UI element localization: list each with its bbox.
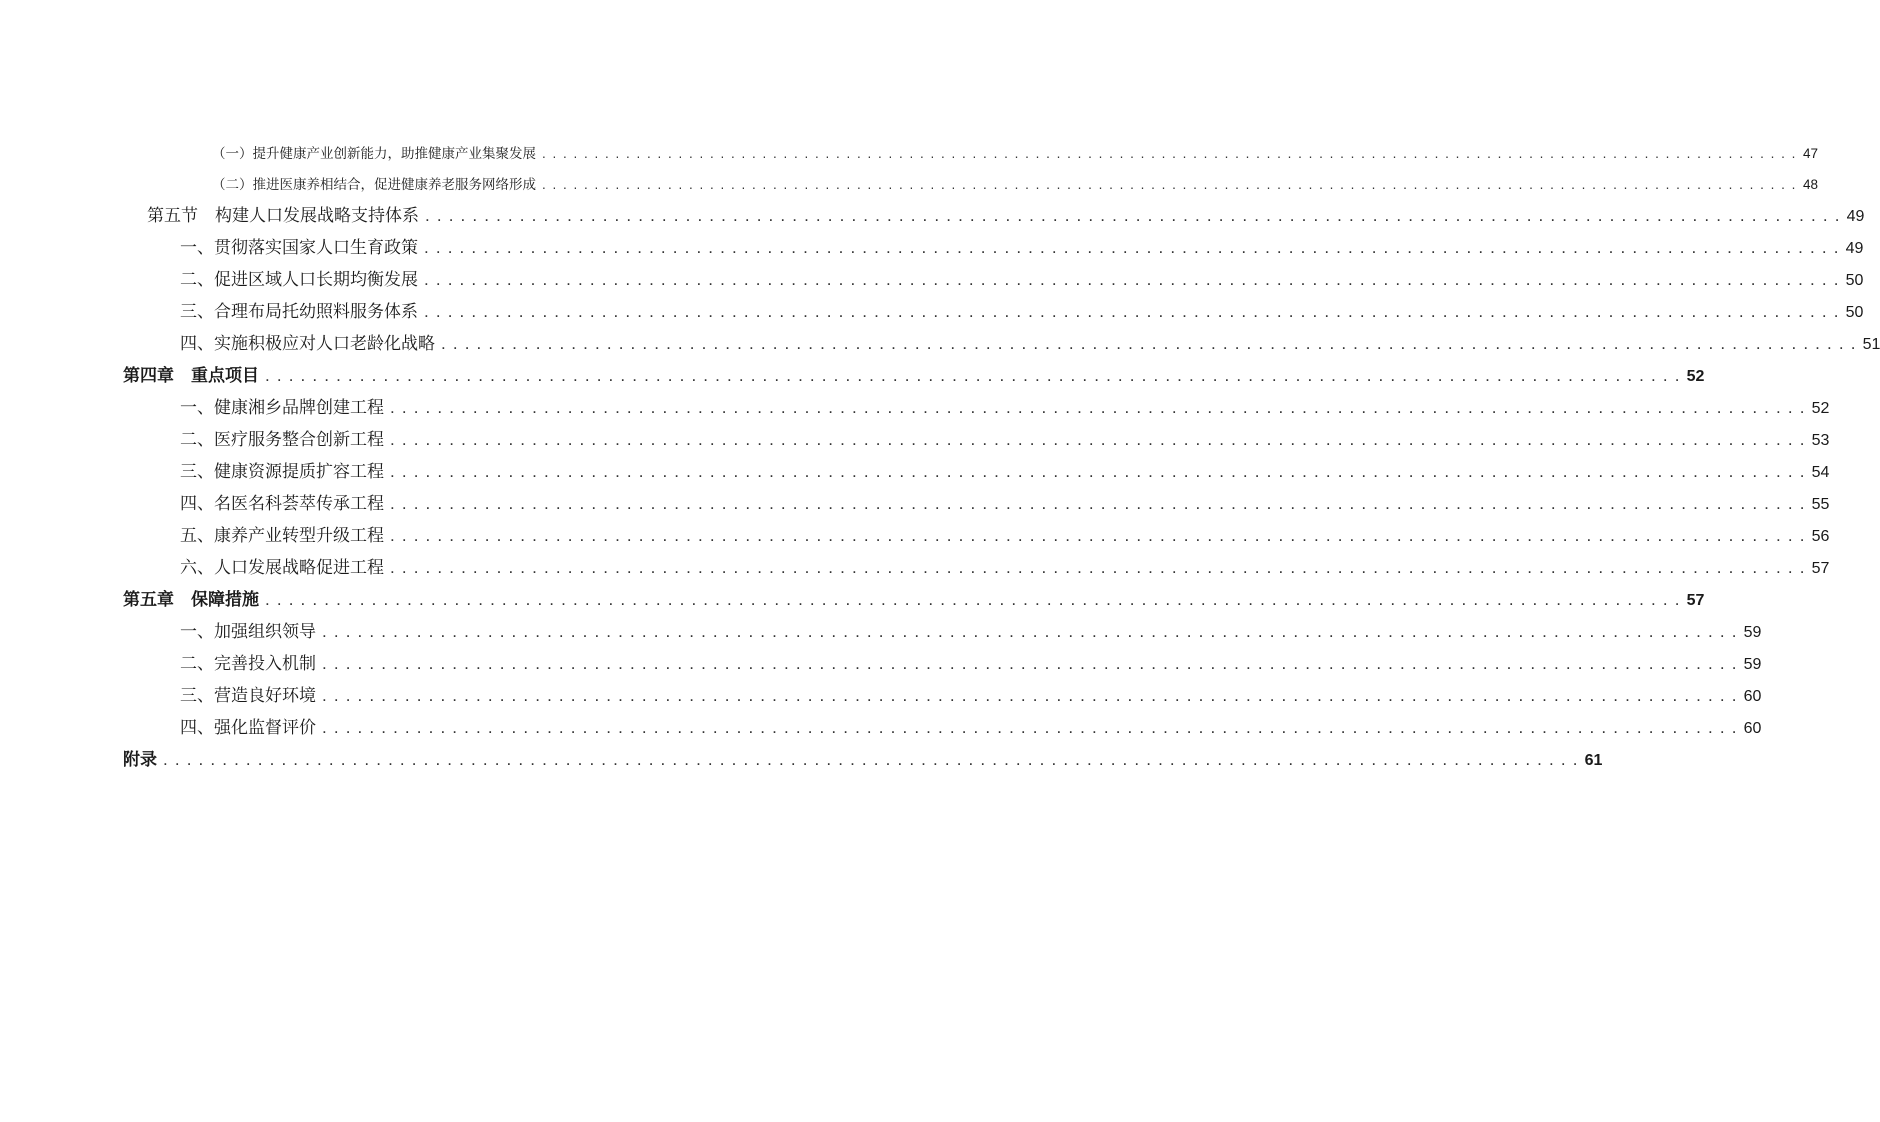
toc-entry-label: 第四章 重点项目 [123,366,259,386]
dot-leader: . . . . . . . . . . . . . . . . . . . . . . . . . . . . . . . . . . . . . . . . . . . . . . . . . . . . . . . . . . . . . . . . . . . . . . . . . . . . . . . . . . . . . . . . . . . . . . . . . . . . . . . . . . . . . . . . . . . . . . . . [322,686,1738,705]
toc-entry-label: 四、实施积极应对人口老龄化战略 [180,334,435,354]
toc-entry-label: 四、强化监督评价 [180,718,316,738]
dot-leader: . . . . . . . . . . . . . . . . . . . . . . . . . . . . . . . . . . . . . . . . . . . . . . . . . . . . . . . . . . . . . . . . . . . . . . . . . . . . . . . . . . . . . . . . . . . . . . . . . . . . . . . . . . . . . . . . . . . . . . . . [163,750,1579,769]
toc-entry[interactable] [212,171,1818,199]
toc-entry[interactable] [180,426,1830,454]
toc-entry-page-number: 50 [1845,272,1864,289]
toc-entry-label: 五、康养产业转型升级工程 [180,526,384,546]
toc-entry-label: 一、贯彻落实国家人口生育政策 [180,238,418,258]
toc-entry-page-number: 52 [1811,400,1830,417]
dot-leader: . . . . . . . . . . . . . . . . . . . . . . . . . . . . . . . . . . . . . . . . . . . . . . . . . . . . . . . . . . . . . . . . . . . . . . . . . . . . . . . . . . . . . . . . . . . . . . . . . . . . . . . . . . . . . . . . . . . . . . . . [542,177,1797,192]
toc-entry-label: （一）提升健康产业创新能力，助推健康产业集聚发展 [212,146,536,162]
toc-entry[interactable] [180,714,1762,742]
toc-entry-page-number: 50 [1845,304,1864,321]
toc-entry-page-number: 56 [1811,528,1830,545]
dot-leader: . . . . . . . . . . . . . . . . . . . . . . . . . . . . . . . . . . . . . . . . . . . . . . . . . . . . . . . . . . . . . . . . . . . . . . . . . . . . . . . . . . . . . . . . . . . . . . . . . . . . . . . . . . . . . . . . . . . . . . . . [390,526,1806,545]
toc-entry-page-number: 59 [1743,656,1762,673]
toc-entry[interactable] [180,522,1830,550]
dot-leader: . . . . . . . . . . . . . . . . . . . . . . . . . . . . . . . . . . . . . . . . . . . . . . . . . . . . . . . . . . . . . . . . . . . . . . . . . . . . . . . . . . . . . . . . . . . . . . . . . . . . . . . . . . . . . . . . . . . . . . . . [425,206,1841,225]
dot-leader: . . . . . . . . . . . . . . . . . . . . . . . . . . . . . . . . . . . . . . . . . . . . . . . . . . . . . . . . . . . . . . . . . . . . . . . . . . . . . . . . . . . . . . . . . . . . . . . . . . . . . . . . . . . . . . . . . . . . . . . . [390,430,1806,449]
toc-entry-page-number: 51 [1862,336,1880,353]
toc-entry-page-number: 60 [1743,688,1762,705]
dot-leader: . . . . . . . . . . . . . . . . . . . . . . . . . . . . . . . . . . . . . . . . . . . . . . . . . . . . . . . . . . . . . . . . . . . . . . . . . . . . . . . . . . . . . . . . . . . . . . . . . . . . . . . . . . . . . . . . . . . . . . . . [424,270,1840,289]
toc-entry[interactable] [180,650,1762,678]
toc-entry[interactable] [123,746,1603,774]
toc-entry-label: 二、促进区域人口长期均衡发展 [180,270,418,290]
toc-entry[interactable] [180,682,1762,710]
toc-entry-label: 四、名医名科荟萃传承工程 [180,494,384,514]
toc-entry[interactable] [180,234,1864,262]
toc-entry-page-number: 55 [1811,496,1830,513]
toc-entry-label: 二、医疗服务整合创新工程 [180,430,384,450]
toc-entry-label: 一、加强组织领导 [180,622,316,642]
toc-entry-page-number: 49 [1846,208,1865,225]
toc-entry-page-number: 52 [1686,368,1705,385]
toc-entry[interactable] [180,394,1830,422]
toc-entry[interactable] [123,362,1705,390]
toc-entry-page-number: 53 [1811,432,1830,449]
toc-entry-page-number: 54 [1811,464,1830,481]
toc-entry[interactable] [180,298,1864,326]
dot-leader: . . . . . . . . . . . . . . . . . . . . . . . . . . . . . . . . . . . . . . . . . . . . . . . . . . . . . . . . . . . . . . . . . . . . . . . . . . . . . . . . . . . . . . . . . . . . . . . . . . . . . . . . . . . . . . . . . . . . . . . . [441,334,1857,353]
toc-entry[interactable] [180,490,1830,518]
toc-entry[interactable] [180,458,1830,486]
dot-leader: . . . . . . . . . . . . . . . . . . . . . . . . . . . . . . . . . . . . . . . . . . . . . . . . . . . . . . . . . . . . . . . . . . . . . . . . . . . . . . . . . . . . . . . . . . . . . . . . . . . . . . . . . . . . . . . . . . . . . . . . [424,238,1840,257]
toc-entry-page-number: 60 [1743,720,1762,737]
toc-entry-label: 一、健康湘乡品牌创建工程 [180,398,384,418]
dot-leader: . . . . . . . . . . . . . . . . . . . . . . . . . . . . . . . . . . . . . . . . . . . . . . . . . . . . . . . . . . . . . . . . . . . . . . . . . . . . . . . . . . . . . . . . . . . . . . . . . . . . . . . . . . . . . . . . . . . . . . . . [390,398,1806,417]
toc-entry[interactable] [180,266,1864,294]
toc-entry-page-number: 57 [1686,592,1705,609]
toc-entry[interactable] [123,586,1705,614]
dot-leader: . . . . . . . . . . . . . . . . . . . . . . . . . . . . . . . . . . . . . . . . . . . . . . . . . . . . . . . . . . . . . . . . . . . . . . . . . . . . . . . . . . . . . . . . . . . . . . . . . . . . . . . . . . . . . . . . . . . . . . . . [322,622,1738,641]
dot-leader: . . . . . . . . . . . . . . . . . . . . . . . . . . . . . . . . . . . . . . . . . . . . . . . . . . . . . . . . . . . . . . . . . . . . . . . . . . . . . . . . . . . . . . . . . . . . . . . . . . . . . . . . . . . . . . . . . . . . . . . . [265,366,1681,385]
toc-entry[interactable] [212,140,1818,168]
toc-entry[interactable] [147,202,1865,230]
toc-entry-label: 附录 [123,750,157,770]
dot-leader: . . . . . . . . . . . . . . . . . . . . . . . . . . . . . . . . . . . . . . . . . . . . . . . . . . . . . . . . . . . . . . . . . . . . . . . . . . . . . . . . . . . . . . . . . . . . . . . . . . . . . . . . . . . . . . . . . . . . . . . . [265,590,1681,609]
toc-entry-page-number: 49 [1845,240,1864,257]
dot-leader: . . . . . . . . . . . . . . . . . . . . . . . . . . . . . . . . . . . . . . . . . . . . . . . . . . . . . . . . . . . . . . . . . . . . . . . . . . . . . . . . . . . . . . . . . . . . . . . . . . . . . . . . . . . . . . . . . . . . . . . . [322,718,1738,737]
toc-entry[interactable] [180,618,1762,646]
toc-entry-label: （二）推进医康养相结合，促进健康养老服务网络形成 [212,177,536,193]
toc-entry-label: 第五节 构建人口发展战略支持体系 [147,206,419,226]
dot-leader: . . . . . . . . . . . . . . . . . . . . . . . . . . . . . . . . . . . . . . . . . . . . . . . . . . . . . . . . . . . . . . . . . . . . . . . . . . . . . . . . . . . . . . . . . . . . . . . . . . . . . . . . . . . . . . . . . . . . . . . . [322,654,1738,673]
toc-entry-label: 二、完善投入机制 [180,654,316,674]
toc-entry-label: 三、合理布局托幼照料服务体系 [180,302,418,322]
toc-entry-page-number: 57 [1811,560,1830,577]
toc-entry-label: 三、营造良好环境 [180,686,316,706]
dot-leader: . . . . . . . . . . . . . . . . . . . . . . . . . . . . . . . . . . . . . . . . . . . . . . . . . . . . . . . . . . . . . . . . . . . . . . . . . . . . . . . . . . . . . . . . . . . . . . . . . . . . . . . . . . . . . . . . . . . . . . . . [390,558,1806,577]
toc-entry-page-number: 47 [1802,146,1818,161]
dot-leader: . . . . . . . . . . . . . . . . . . . . . . . . . . . . . . . . . . . . . . . . . . . . . . . . . . . . . . . . . . . . . . . . . . . . . . . . . . . . . . . . . . . . . . . . . . . . . . . . . . . . . . . . . . . . . . . . . . . . . . . . [542,146,1797,161]
dot-leader: . . . . . . . . . . . . . . . . . . . . . . . . . . . . . . . . . . . . . . . . . . . . . . . . . . . . . . . . . . . . . . . . . . . . . . . . . . . . . . . . . . . . . . . . . . . . . . . . . . . . . . . . . . . . . . . . . . . . . . . . [390,494,1806,513]
toc-entry-page-number: 61 [1584,752,1603,769]
toc-entry-label: 六、人口发展战略促进工程 [180,558,384,578]
toc-entry-label: 三、健康资源提质扩容工程 [180,462,384,482]
toc-entry-page-number: 59 [1743,624,1762,641]
toc-entry-page-number: 48 [1802,177,1818,192]
dot-leader: . . . . . . . . . . . . . . . . . . . . . . . . . . . . . . . . . . . . . . . . . . . . . . . . . . . . . . . . . . . . . . . . . . . . . . . . . . . . . . . . . . . . . . . . . . . . . . . . . . . . . . . . . . . . . . . . . . . . . . . . [390,462,1806,481]
toc-entry[interactable] [180,554,1830,582]
toc-entry-label: 第五章 保障措施 [123,590,259,610]
dot-leader: . . . . . . . . . . . . . . . . . . . . . . . . . . . . . . . . . . . . . . . . . . . . . . . . . . . . . . . . . . . . . . . . . . . . . . . . . . . . . . . . . . . . . . . . . . . . . . . . . . . . . . . . . . . . . . . . . . . . . . . . [424,302,1840,321]
toc-entry[interactable] [180,330,1880,358]
